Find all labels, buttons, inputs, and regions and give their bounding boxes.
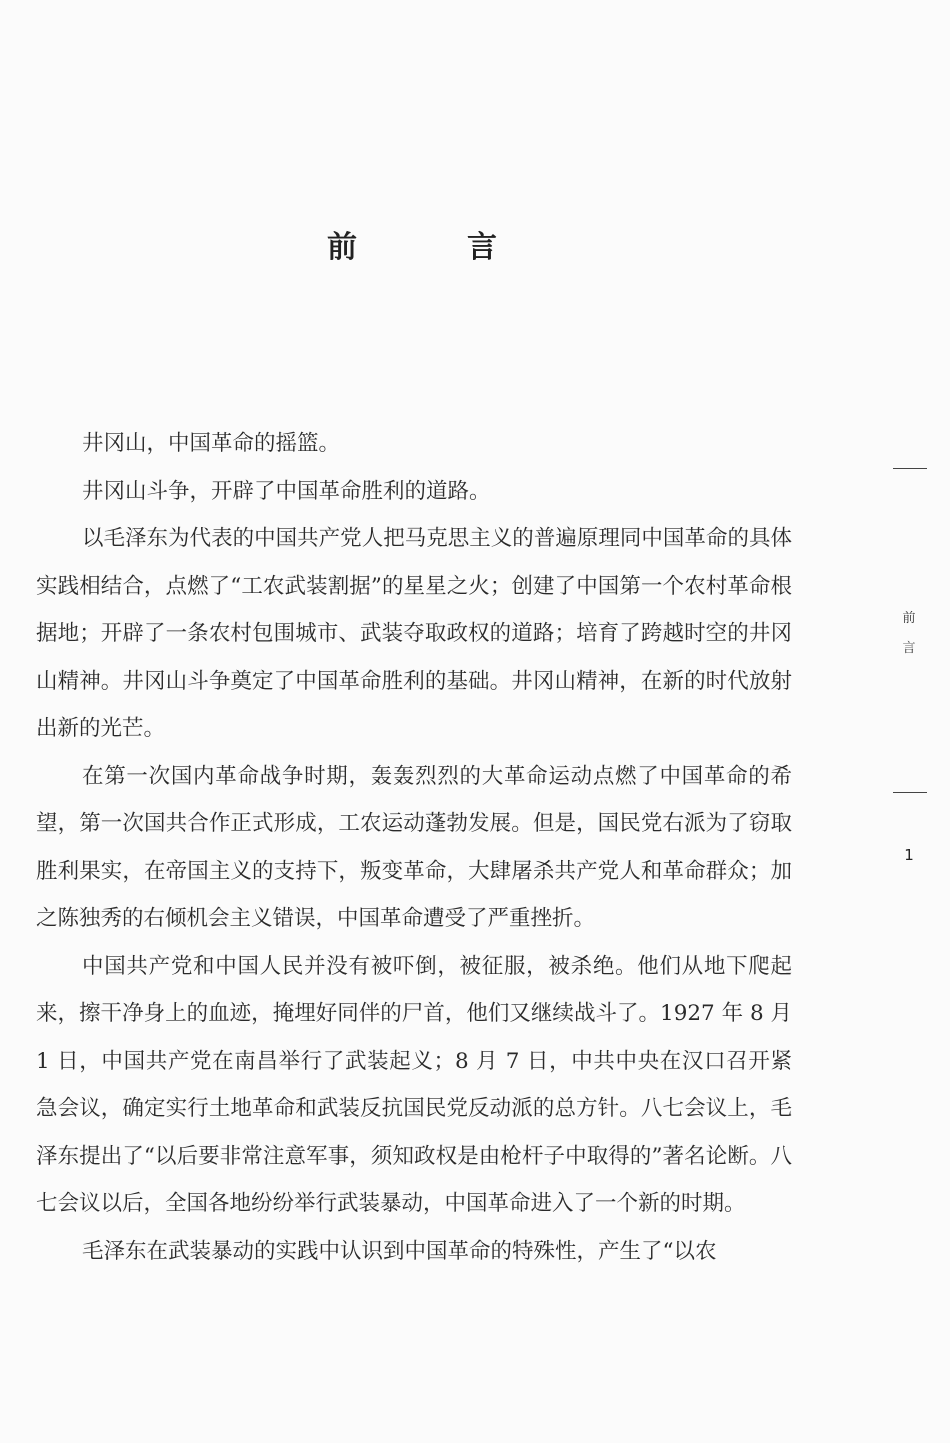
page-title: 前 言	[327, 230, 537, 265]
paragraph: 在第一次国内革命战争时期，轰轰烈烈的大革命运动点燃了中国革命的希望，第一次国共合作正式形成，工农运动蓬勃发展。但是，国民党右派为了窃取胜利果实，在帝国主义的支持下，叛变革命，大肆屠杀共产党人和革命群众；加之陈独秀的右倾机会主义错误，中国革命遭受了严重挫折。	[36, 763, 792, 931]
paragraph: 井冈山斗争，开辟了中国革命胜利的道路。	[82, 478, 491, 504]
page-number: 1	[904, 846, 914, 864]
paragraph: 中国共产党和中国人民并没有被吓倒，被征服，被杀绝。他们从地下爬起来，擦干净身上的血迹，掩埋好同伴的尸首，他们又继续战斗了。1927 年 8 月 1 日，中国共产党在南昌举行了武装起义；8 月 7 日，中共中央在汉口召开紧急会议，确定实行土地革命和武装反抗国民党反动派的总方针。八七会议上，毛泽东提出了“以后要非常注意军事，须知政权是由枪杆子中取得的”著名论断。八七会议以后，全国各地纷纷举行武装暴动，中国革命进入了一个新的时期。	[36, 953, 792, 1216]
margin-rule-bottom	[893, 792, 927, 793]
margin-rule-top	[893, 468, 927, 469]
paragraph: 井冈山，中国革命的摇篮。	[82, 431, 341, 456]
paragraph: 毛泽东在武装暴动的实践中认识到中国革命的特殊性，产生了“以农	[82, 1238, 717, 1264]
running-head: 前言	[902, 611, 916, 656]
body-text	[36, 420, 792, 1275]
paragraph: 以毛泽东为代表的中国共产党人把马克思主义的普遍原理同中国革命的具体实践相结合，点燃了“工农武装割据”的星星之火；创建了中国第一个农村革命根据地；开辟了一条农村包围城市、武装夺取政权的道路；培育了跨越时空的井冈山精神。井冈山斗争奠定了中国革命胜利的基础。井冈山精神，在新的时代放射出新的光芒。	[36, 526, 792, 741]
